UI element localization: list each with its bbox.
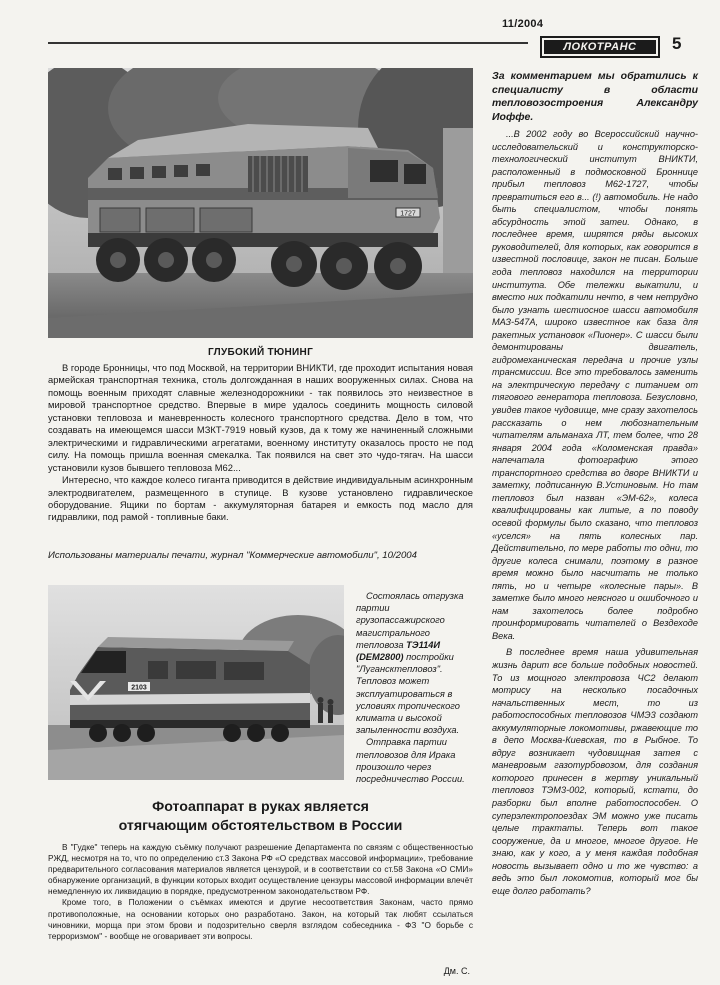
interview-body [492, 128, 698, 897]
caption-main [356, 590, 474, 736]
article-signature: Дм. С. [443, 966, 470, 976]
photo-te114i-locomotive [48, 585, 344, 780]
headline-line-2: отягчающим обстоятельством в России [118, 818, 403, 834]
photo-ban-paragraph: Кроме того, в Положении о съёмках имеются и другие несоответствия Законам, часто прямо противоположные, на основании которых оно разработано. Закон, на который так любят ссылаться чиновники, морща при этом брови и подозрительно сверля взглядом собеседника - ФЗ "О борьбе с терроризмом" - вообще не оговаривает эти вопросы. [48, 897, 473, 941]
caption-lead: Состоялась отгрузка партии грузопассажирского магистрального тепловоза [356, 591, 464, 650]
photo-tuned-locomotive [48, 68, 473, 338]
truck-plate-number: 1727 [400, 210, 416, 218]
interview-paragraph: В последнее время наша удивительная жизнь дарит все больше подобных новостей. То из мощного электровоза ЧС2 делают мотрису на несколько посадочных начальственных мест, то из работоспособных тепловозов ЧМЭ3 создают аккумуляторные локомотивы, ржавеющие то в депо Москва-Киевская, то в Рыбное. То вдруг возникает чудовищная затея с маневровым газотурбовозом, для создания которого принесен в жертву уникальный тепловоз ТЭМ3-002, который, кстати, до разборки был вполне работоспособен. О суперэлектропоездах ЭМ можно уже писать целые трактаты. Теперь вот такое сооружение, да и многое, многое другое. Не знаю, как у кого, а у меня каждая подобная новость вызывает одно и то же чувство: а ведь это был локомотив, который мог бы еще долго работать? [492, 647, 698, 896]
headline-line-1: Фотоаппарат в руках является [152, 799, 369, 815]
header-rule [48, 42, 528, 44]
caption-model: ТЭ114И (DEM2800) [356, 639, 441, 663]
tuning-paragraph: В городе Бронницы, что под Москвой, на территории ВНИКТИ, где проходит испытания новая армейская транспортная техника, столь долгожданная в наших вооруженных силах. Снова на помощь военным приходят славные железнодорожники - так появилось это неизвестное в мировой транспортное средство. Впервые в мире удалось соединить мощность силовой установки тепловоза и маневренность колесного транспортного средства. Дело в том, что создавать на имеющемся шасси МЗКТ-7919 новый кузов, да к тому же начиненный сложными электрическими и гидравлическими агрегатами, военному институту оказалось просто не под силу. На помощь пришла военная смекалка. Так появился на свет это чудо-тягач. На шасси установили кузов бывшего тепловоза М62... [48, 362, 473, 473]
photo-ban-article-body [48, 842, 473, 942]
magazine-logo: ЛОКОТРАНС [540, 36, 660, 58]
photo-ban-paragraph: В "Гудке" теперь на каждую съёмку получают разрешение Департамента по связям с общественностью РЖД, несмотря на то, что по определению ст.3 Закона РФ «О средствах массовой информации», требование предварительного согласования материалов является цензурой, и в соответствии со ст.58 Закона «О СМИ» обнаружение организаций, в функции которых входит осуществление цензуры массовой информации влечёт немедленную их ликвидацию в порядке, предусмотренном законодательством РФ. [48, 842, 473, 897]
interview-intro: За комментарием мы обратились к специалисту в области тепловозостроения Александру Иоффе. [492, 70, 698, 123]
locomotive-number: 2103 [131, 684, 147, 692]
interview-paragraph: ...В 2002 году во Всероссийский научно-исследовательский и конструкторско-технологический институт ВНИКТИ, расположенный в подмосковной Броннице прибыл тепловоз М62-1727, чтобы превратиться его в... (!) автомобиль. Не надо быть специалистом, чтобы понять абсурдность этой затеи. Однако, в последнее время, ширятся ряды высоких руководителей, для которых, как говорится в известной пословице, закон не писан. Больше года тепловоз находился на территории института. Обе тележки выкатили, и вместо них подкатили нечто, в чем нетрудно было узнать шестиосное шасси автомобиля МАЗ-547А, широко известное как база для ракетных установок «Пионер». С шасси были демонтированы двигатель, гидромеханическая передача и прочие узлы трансмиссии. Все это требовалось заменить на электрическую передачу с питанием от тягового генератора тепловоза. Безусловно, увидев такое чудовище, мне сразу захотелось рассказать о нем любознательным читателям альманаха ЛТ, тем более, что 28 января 2004 года «Коломенская правда» напечатала фотографию этого транспортного средства во дворе ВНИКТИ и заметку, подписанную В.Устиновым. Но там тепловоз был назван «ЭМ-62», колеса квалифицированы как литые, а по поводу осевой формулы было сказано, что тепловоз «уселся» на пять колесных пар. Действительно, по мере работы то одни, то другие колеса снимали, поэтому в разное время можно было насчитать не только пять, но и четыре «колесные пары». В заметке было много неясного и ошибочного и нам захотелось более подробно проинформировать читателей о Вездеходе Века. [492, 129, 698, 641]
tuning-paragraph: Интересно, что каждое колесо гиганта приводится в действие индивидуальным асинхронным электродвигателем, размещенного в ступице. В кузове установлено гидравлическое оборудование. Ящики по бортам - аккумуляторная батарея и емкость под масло для гидравлики, под рамой - топливные баки. [48, 474, 473, 523]
photo-ban-headline [48, 798, 473, 836]
page-number: 5 [672, 34, 682, 53]
caption-after-model: постройки "Лугансктепловоз". Тепловоз может эксплуатироваться в условиях тропического климата и высокой запыленности воздуха. [356, 652, 460, 736]
caption-second: Отправка партии тепловозов для Ирака произошло через посредничество России. [356, 737, 465, 785]
tuning-article-title: ГЛУБОКИЙ ТЮНИНГ [207, 347, 314, 358]
issue-number: 11/2004 [502, 18, 544, 30]
photo-caption [356, 590, 474, 785]
tuning-article-source: Использованы материалы печати, журнал "Коммерческие автомобили", 10/2004 [48, 550, 417, 561]
tuning-article-body [48, 362, 473, 524]
